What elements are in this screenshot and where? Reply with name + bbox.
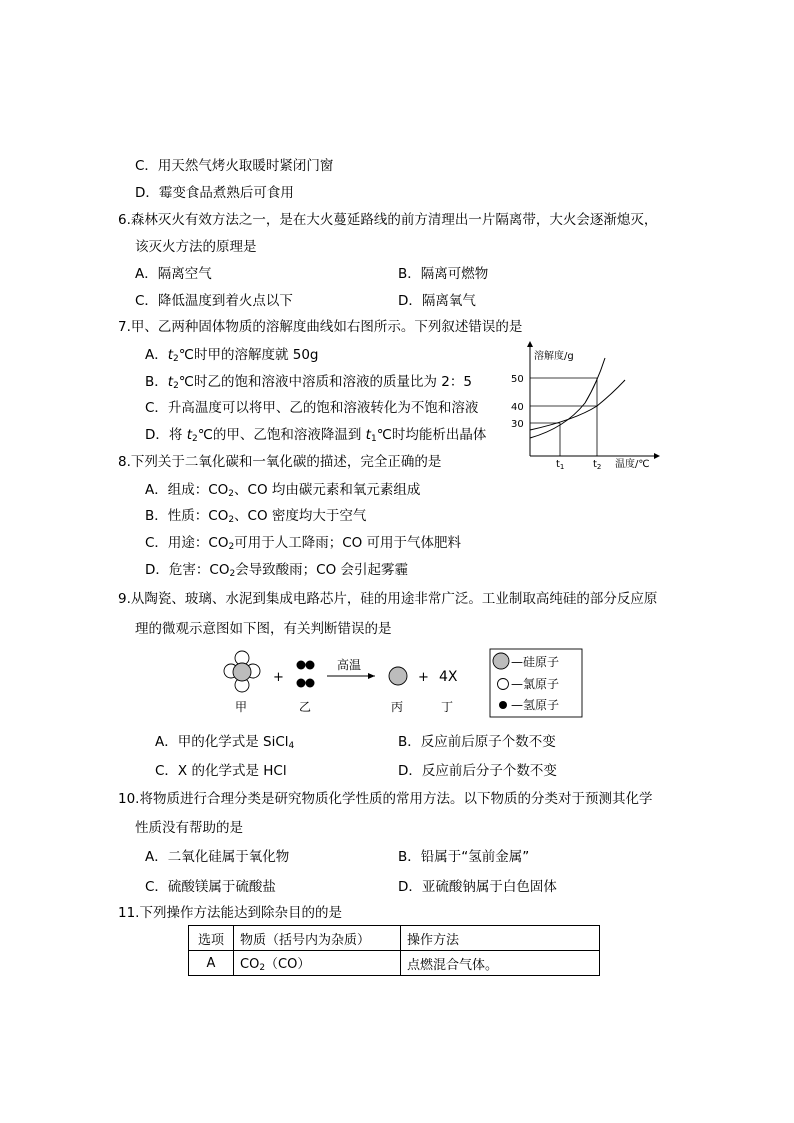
- q7-option-a: A．$t_2℃$时甲的溶解度就 50g: [145, 347, 319, 364]
- table-cell-method: 点燃混合气体。: [401, 951, 600, 976]
- q10-option-a: A．二氧化硅属于氧化物: [145, 849, 290, 865]
- q9-option-a: A．甲的化学式是 SiCl$_4$: [155, 734, 295, 751]
- q10-option-c: C．硫酸镁属于硫酸盐: [145, 879, 276, 895]
- molecule-bing: [389, 667, 407, 685]
- q9-option-c: C．X 的化学式是 HCl: [155, 763, 287, 779]
- silicon-atom-icon: [493, 653, 509, 669]
- label-yi: 乙: [299, 700, 312, 714]
- y-axis-label: 溶解度/g: [534, 351, 574, 362]
- q8-option-a: A．组成：$CO_2$、CO 均由碳元素和氧元素组成: [145, 482, 421, 499]
- table-header-option: 选项: [189, 926, 234, 951]
- q7-option-d: D．将 $t_2℃$的甲、乙饱和溶液降温到 $t_1℃$时均能析出晶体: [145, 427, 487, 444]
- hydrogen-atom-icon: [499, 701, 507, 709]
- table-cell-option: A: [189, 951, 234, 976]
- legend-chlorine: —氯原子: [511, 677, 560, 691]
- molecule-jia: [224, 651, 260, 692]
- label-bing: 丙: [391, 700, 404, 714]
- chlorine-atom-icon: [498, 679, 509, 690]
- q9-stem-line1: 9.从陶瓷、玻璃、水泥到集成电路芯片，硅的用途非常广泛。工业制取高纯硅的部分反应原: [118, 591, 658, 607]
- q6-option-a: A．隔离空气: [135, 266, 212, 282]
- x-tick-t2: $t_2$: [593, 459, 602, 471]
- q7-stem: 7.甲、乙两种固体物质的溶解度曲线如右图所示。下列叙述错误的是: [118, 319, 523, 335]
- q5-option-c: C．用天然气烤火取暖时紧闭门窗: [135, 158, 334, 174]
- q9-option-d: D．反应前后分子个数不变: [398, 763, 557, 779]
- molecule-yi: [297, 661, 315, 688]
- atom-legend: [490, 649, 582, 717]
- legend-hydrogen: —氢原子: [511, 698, 560, 712]
- plus-sign-1: +: [273, 670, 284, 685]
- table-header-row: [189, 926, 600, 951]
- q9-option-b: B．反应前后原子个数不变: [398, 734, 556, 750]
- q10-option-b: B．铅属于“氢前金属”: [398, 849, 530, 865]
- q10-stem-line1: 10.将物质进行合理分类是研究物质化学性质的常用方法。以下物质的分类对于预测其化学: [118, 791, 653, 807]
- table-header-substance: 物质（括号内为杂质）: [234, 926, 401, 951]
- q8-stem: 8.下列关于二氧化碳和一氧化碳的描述，完全正确的是: [118, 454, 442, 470]
- x-tick-t1: $t_1$: [556, 459, 565, 471]
- curve-yi: [530, 380, 625, 430]
- plus-sign-2: +: [418, 670, 429, 685]
- q8-option-b: B．性质：$CO_2$、CO 密度均大于空气: [145, 508, 367, 525]
- table-cell-substance: $CO_2(CO)$: [234, 951, 401, 976]
- q10-stem-line2: 性质没有帮助的是: [135, 820, 243, 836]
- q6-stem-line2: 该灭火方法的原理是: [135, 239, 257, 255]
- legend-silicon: —硅原子: [511, 655, 560, 669]
- arrow-head-icon: [368, 673, 375, 679]
- q8-option-c: C．用途：$CO_2$可用于人工降雨；CO 可用于气体肥料: [145, 535, 462, 552]
- y-tick-50: 50: [511, 374, 524, 385]
- q10-option-d: D．亚硫酸钠属于白色固体: [398, 879, 557, 895]
- label-ding: 丁: [441, 700, 454, 714]
- reaction-diagram: [215, 645, 595, 720]
- label-jia: 甲: [235, 700, 248, 714]
- q6-option-d: D．隔离氧气: [398, 293, 476, 309]
- table-row: [189, 951, 600, 976]
- solubility-curve-figure: [505, 338, 665, 473]
- y-tick-40: 40: [511, 402, 524, 413]
- table-header-method: 操作方法: [401, 926, 600, 951]
- x-axis-label: 温度/℃: [615, 459, 650, 470]
- q7-option-b: B．$t_2℃$时乙的饱和溶液中溶质和溶液的质量比为 2：5: [145, 374, 472, 391]
- impurity-removal-table: [188, 925, 600, 976]
- curve-jia: [530, 358, 605, 438]
- q6-option-c: C．降低温度到着火点以下: [135, 293, 293, 309]
- q9-stem-line2: 理的微观示意图如下图，有关判断错误的是: [135, 621, 392, 637]
- q6-option-b: B．隔离可燃物: [398, 266, 489, 282]
- q6-stem-line1: 6.森林灭火有效方法之一，是在大火蔓延路线的前方清理出一片隔离带，大火会逐渐熄灭，: [118, 212, 658, 228]
- coefficient-4x: 4X: [439, 669, 458, 685]
- q11-stem: 11.下列操作方法能达到除杂目的的是: [118, 905, 342, 921]
- reaction-condition: 高温: [337, 658, 362, 672]
- q7-option-c: C．升高温度可以将甲、乙的饱和溶液转化为不饱和溶液: [145, 400, 479, 416]
- y-tick-30: 30: [511, 419, 524, 430]
- q8-option-d: D．危害：$CO_2$会导致酸雨；CO 会引起雾霾: [145, 562, 409, 579]
- q5-option-d: D．霉变食品煮熟后可食用: [135, 185, 294, 201]
